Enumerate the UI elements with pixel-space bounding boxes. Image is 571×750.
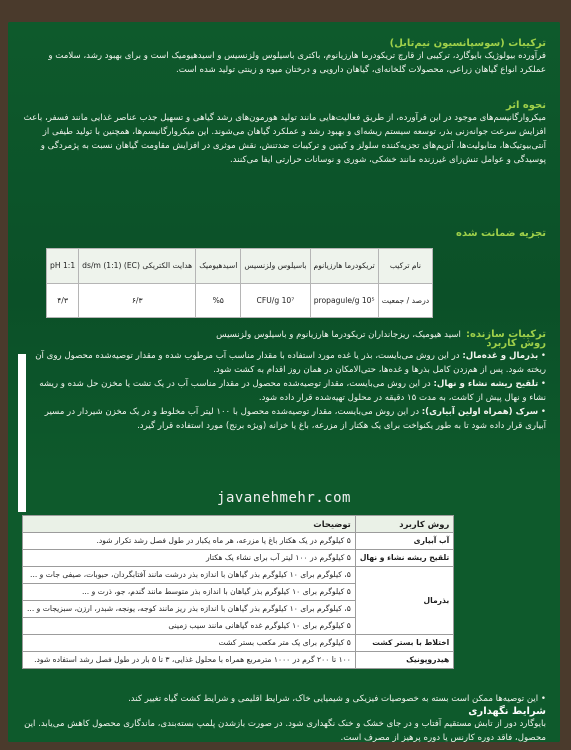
method-cell: بذرمال — [355, 567, 453, 635]
method-cell: تلقیح ریشه نشاء و نهال — [355, 550, 453, 567]
guarantee-cell: 10⁵ propagule/g — [310, 283, 378, 318]
description-cell: ۵ کیلوگرم برای یک متر مکعب بستر کشت — [23, 635, 356, 652]
mechanism-heading: نحوه اثر — [505, 100, 546, 111]
guarantee-header-cell: باسیلوس ولزنسیس — [241, 249, 310, 284]
table-row — [23, 652, 454, 669]
guarantee-heading: تجزیه ضمانت شده — [456, 228, 546, 239]
usage-heading: روش کاربرد — [486, 338, 546, 349]
table-row — [23, 567, 454, 584]
mechanism-text: میکروارگانیسم‌های موجود در این فرآورده، از طریق فعالیت‌هایی مانند تولید هورمون‌های رشد گیاهی و تسهیل جذب عناصر غذایی مانند فسفر، باعث افزایش سرعت جوانه‌زنی بذر، توسعه سیستم ریشه‌ای و بهبود رشد و عملکرد گیاهان می‌شوند. این میکروارگانیسم‌ها، همچنین با تولید طیفی از آنتی‌بیوتیک‌ها، متابولیت‌ها، آنزیم‌های تجزیه‌کننده سلولز و کیتین و ترکیبات ضدتنش، نقش موثری در افزایش مقاومت گیاهان نسبت به پژمردگی و پوسیدگی و عوامل تنش‌زای غیرزنده مانند خشکی، شوری و نوسانات حرارتی ایفا می‌کنند. — [23, 113, 546, 165]
side-accent-bar — [18, 354, 26, 512]
usage-item: • تلقیح ریشه نشاء و نهال: در این روش می‌بایست، مقدار توصیه‌شده محصول در مقدار مناسب آب در یک تشت یا مخزن حل شده و ریشه نشاء و نهال پیش از کاشت، به مدت ۱۵ دقیقه در محلول تهیه‌شده قرار داده شود. — [39, 379, 546, 403]
usage-item-text: در این روش می‌بایست، مقدار توصیه‌شده محصول با ۱۰۰ لیتر آب مخلوط و در یک مخزن شیردار در مسیر آبیاری قرار داده شود تا به طور یکنواخت برای یک هکتار از مزرعه، باغ یا خزانه (ویژه برنج) مورد استفاده قرار گیرد. — [44, 407, 546, 431]
usage-table-header — [23, 516, 454, 533]
guarantee-cell: 10⁷ CFU/g — [241, 283, 310, 318]
storage-text: بایوگارد دور از تابش مستقیم آفتاب و در جای خشک و خنک نگهداری شود. در صورت بازشدن پلمپ بسته‌بندی، ماندگاری محصول کاهش می‌یابد. این محصول، فاقد دوره کارنس یا دوره پرهیز از مصرف است. — [24, 719, 546, 742]
composition-heading: ترکیبات سازنده: — [465, 329, 546, 340]
method-cell: آب آبیاری — [355, 533, 453, 550]
method-cell: اختلاط با بستر کشت — [355, 635, 453, 652]
guarantee-header-cell: pH 1:1 — [47, 249, 79, 284]
guarantee-cell: درصد / جمعیت — [378, 283, 432, 318]
mechanism-section — [22, 100, 546, 167]
intro-text: فرآورده بیولوژیک بایوگارد، ترکیبی از قارچ تریکودرما هارزیانوم، باکتری باسیلوس ولزنسیس و اسیدهیومیک است و برای بهبود رشد، سلامت و عملکرد انواع گیاهان زراعی، محصولات گلخانه‌ای، گیاهان دارویی و درختان میوه و زینتی تولید شده است. — [48, 51, 546, 75]
guarantee-header-row — [47, 249, 433, 284]
description-cell: ۵ کیلوگرم در یک هکتار باغ یا مزرعه، هر ماه یکبار در طول فصل رشد تکرار شود. — [23, 533, 356, 550]
table-row — [23, 533, 454, 550]
recommendation-note: • این توصیه‌ها ممکن است بسته به خصوصیات فیزیکی و شیمیایی خاک، شرایط اقلیمی و شرایط کشت گیاه تغییر کند. — [128, 694, 546, 704]
description-cell: ۵، کیلوگرم برای ۱۰ کیلوگرم بذر گیاهان با اندازه بذر ریز مانند کوجه، یونجه، شبدر، ارزن، سبزیجات و ... — [23, 601, 356, 618]
usage-header-cell: توضیحات — [23, 516, 356, 533]
guarantee-cell: %۵ — [196, 283, 241, 318]
description-cell: ۵ کیلوگرم برای ۱۰ کیلوگرم غده گیاهانی مانند سیب زمینی — [23, 618, 356, 635]
composition-text: اسید هیومیک، ریزجانداران تریکودرما هارزیانوم و باسیلوس ولزنسیس — [216, 330, 461, 340]
website-text: javanehmehr.com — [217, 490, 351, 506]
usage-table — [22, 515, 454, 669]
guarantee-header-cell: نام ترکیب — [378, 249, 432, 284]
usage-item: • سرک (همراه اولین آبیاری): در این روش می‌بایست، مقدار توصیه‌شده محصول با ۱۰۰ لیتر آب مخلوط و در یک مخزن شیردار در مسیر آبیاری قرار داده شود تا به طور یکنواخت برای یک هکتار از مزرعه، باغ یا خزانه (ویژه برنج) مورد استفاده قرار گیرد. — [44, 407, 546, 431]
table-row — [23, 550, 454, 567]
intro-heading: ترکیبات (سوسپانسیون نیم‌تابل) — [389, 38, 546, 49]
intro-section — [22, 38, 546, 77]
description-cell: ۵، کیلوگرم برای ۱۰ کیلوگرم بذر گیاهان با اندازه بذر درشت مانند آفتابگردان، حبوبات، صیفی جات و ... — [23, 567, 356, 584]
guarantee-table — [46, 248, 433, 318]
usage-item-title: تلقیح ریشه نشاء و نهال: — [433, 379, 539, 389]
usage-item: • بذرمال و غده‌مال: در این روش می‌بایست، بذر یا غده مورد استفاده با مقدار مناسب آب مرطوب شده و مقدار توصیه‌شده محصول روی آن ریخته شود. پس از هم‌زدن کامل بذرها و غده‌ها، حتی‌الامکان در همان روز اقدام به کشت شود. — [35, 351, 546, 375]
guarantee-header-cell: اسیدهیومیک — [196, 249, 241, 284]
guarantee-header-cell: تریکودرما هارزیانوم — [310, 249, 378, 284]
storage-section — [22, 706, 546, 742]
guarantee-cell: ۴/۳ — [47, 283, 79, 318]
description-cell: ۱۰۰ تا ۲۰۰ گرم در ۱۰۰۰ مترمربع همراه با محلول غذایی، ۳ تا ۵ بار در طول فصل رشد استفاده شود. — [23, 652, 356, 669]
description-cell: ۵ کیلوگرم در ۱۰۰ لیتر آب برای نشاء یک هکتار — [23, 550, 356, 567]
guarantee-header-cell: هدایت الکتریکی (EC) (1:1) ds/m — [79, 249, 196, 284]
guarantee-cell: ۶/۳ — [79, 283, 196, 318]
usage-item-title: سرک (همراه اولین آبیاری): — [421, 407, 539, 417]
method-cell: هیدروپونیک — [355, 652, 453, 669]
description-cell: ۵ کیلوگرم برای ۱۰ کیلوگرم بذر گیاهان با اندازه بذر متوسط مانند گندم، جو، ذرت و ... — [23, 584, 356, 601]
note-text: این توصیه‌ها ممکن است بسته به خصوصیات فیزیکی و شیمیایی خاک، شرایط اقلیمی و شرایط کشت گیاه تغییر کند. — [128, 694, 539, 704]
usage-item-text: در این روش می‌بایست، مقدار توصیه‌شده محصول در مقدار مناسب آب در یک تشت یا مخزن حل شده و ریشه نشاء و نهال پیش از کاشت، به مدت ۱۵ دقیقه در محلول تهیه‌شده قرار داده شود. — [39, 379, 546, 403]
package-back-panel — [8, 22, 560, 742]
guarantee-value-row — [47, 283, 433, 318]
usage-header-cell: روش کاربرد — [355, 516, 453, 533]
table-row — [23, 635, 454, 652]
usage-section — [32, 338, 546, 433]
usage-item-title: بذرمال و غده‌مال: — [462, 351, 539, 361]
storage-heading: شرایط نگهداری — [468, 706, 546, 717]
usage-item-text: در این روش می‌بایست، بذر یا غده مورد استفاده با مقدار مناسب آب مرطوب شده و مقدار توصیه‌شده محصول روی آن ریخته شود. پس از هم‌زدن کامل بذرها و غده‌ها، حتی‌الامکان در همان روز اقدام به کشت شود. — [35, 351, 546, 375]
